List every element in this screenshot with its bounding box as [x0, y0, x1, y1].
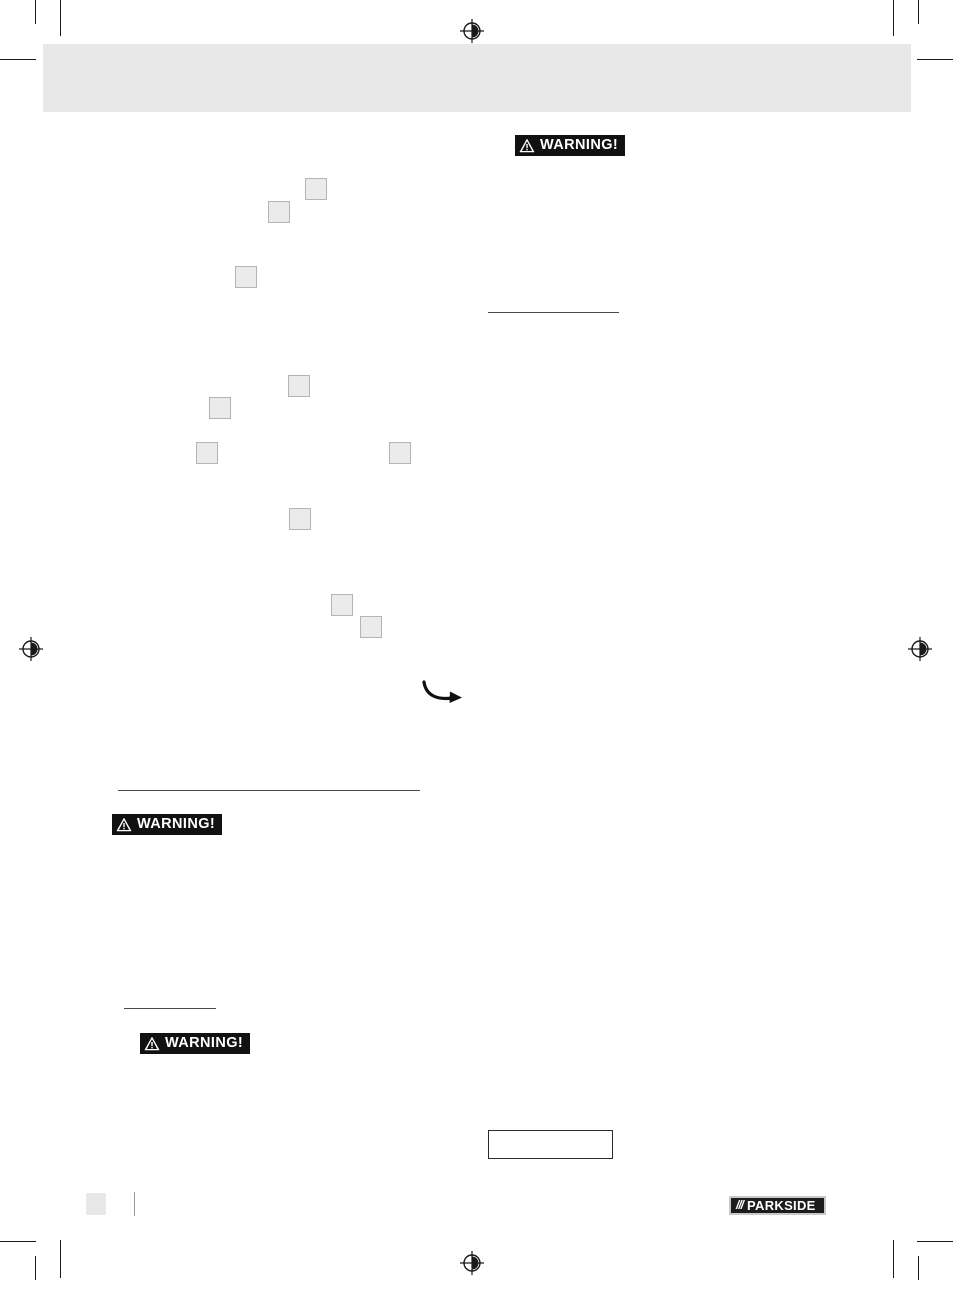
empty-field-box — [488, 1130, 613, 1159]
registration-target-icon-right — [908, 637, 932, 661]
callout-box-8 — [289, 508, 311, 530]
section-rule-right-top — [488, 312, 619, 313]
registration-target-icon-bottom — [460, 1251, 484, 1275]
callout-box-3 — [235, 266, 257, 288]
brand-name: PARKSIDE — [747, 1198, 816, 1213]
crop-mark-top-left-v2 — [35, 0, 36, 24]
crop-mark-top-right-v2 — [918, 0, 919, 24]
crop-mark-top-right-h — [917, 59, 953, 60]
footer-divider — [134, 1192, 135, 1216]
section-rule-left-lower — [124, 1008, 216, 1009]
registration-target-icon-top — [460, 19, 484, 43]
warning-badge-left-mid — [112, 814, 222, 835]
callout-box-2 — [268, 201, 290, 223]
crop-mark-bottom-right-h — [917, 1241, 953, 1242]
warning-badge-right-top — [515, 135, 625, 156]
crop-mark-bottom-left-v2 — [35, 1256, 36, 1280]
warning-label: WARNING! — [165, 1035, 244, 1051]
page-number-box — [86, 1193, 106, 1215]
crop-mark-bottom-left-v — [60, 1240, 61, 1278]
warning-badge-left-lower — [140, 1033, 250, 1054]
callout-box-9 — [331, 594, 353, 616]
callout-box-10 — [360, 616, 382, 638]
brand-logo — [729, 1196, 826, 1215]
callout-box-6 — [196, 442, 218, 464]
registration-target-icon-left — [19, 637, 43, 661]
crop-mark-bottom-right-v2 — [918, 1256, 919, 1280]
crop-mark-bottom-left-h — [0, 1241, 36, 1242]
warning-label: WARNING! — [137, 816, 216, 832]
section-rule-left-mid — [118, 790, 420, 791]
warning-triangle-icon — [116, 817, 132, 832]
callout-box-4 — [288, 375, 310, 397]
header-band — [43, 44, 911, 112]
warning-triangle-icon — [144, 1036, 160, 1051]
warning-label: WARNING! — [540, 137, 619, 153]
crop-mark-top-right-v — [893, 0, 894, 36]
crop-mark-top-left-h — [0, 59, 36, 60]
callout-box-5 — [209, 397, 231, 419]
callout-box-1 — [305, 178, 327, 200]
callout-box-7 — [389, 442, 411, 464]
brand-slashes-icon: /// — [736, 1198, 744, 1212]
crop-mark-bottom-right-v — [893, 1240, 894, 1278]
curved-arrow-icon — [422, 678, 464, 706]
crop-mark-top-left-v — [60, 0, 61, 36]
warning-triangle-icon — [519, 138, 535, 153]
